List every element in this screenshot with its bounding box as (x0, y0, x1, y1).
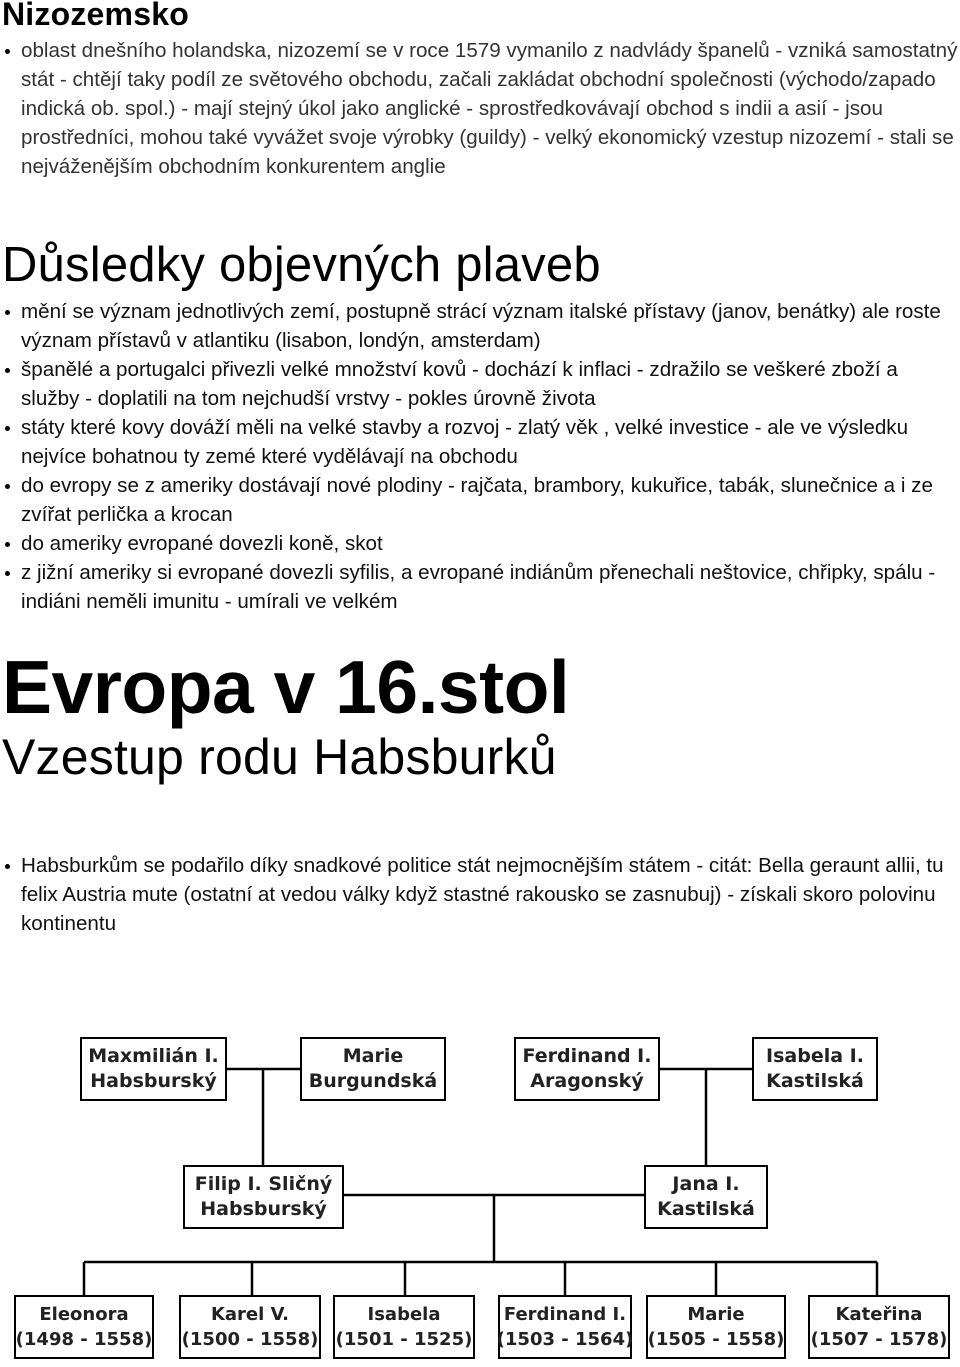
dusledky-bullet: do evropy se z ameriky dostávají nové plodiny - rajčata, brambory, kukuřice, tabák, slunečnice a i ze zvířat perlička a krocan (0, 471, 960, 529)
person-name: Karel V. (210, 1304, 290, 1325)
person-marie-burgundska (300, 1037, 446, 1101)
dusledky-bullet-list (0, 297, 960, 616)
dusledky-bullet: státy které kovy dováží měli na velké stavby a rozvoj - zlatý věk , velké investice - ale ve výsledku nejvíce bohatnou ty zemé které vydělávají na obchodu (0, 413, 960, 471)
person-eleonora (14, 1295, 154, 1359)
person-years: (1503 - 1564) (496, 1329, 634, 1350)
dusledky-bullet: z jižní ameriky si evropané dovezli syfilis, a evropané indiánům přenechali neštovice, chřipky, spálu - indiáni neměli imunitu - umírali ve velkém (0, 558, 960, 616)
evropa-bullet-list (0, 851, 960, 938)
person-house: Kastilská (766, 1070, 864, 1092)
nizozemsko-bullet-list (0, 36, 960, 181)
person-name: Isabela (367, 1304, 441, 1325)
person-years: (1498 - 1558) (15, 1329, 153, 1350)
heading-nizozemsko: Nizozemsko (2, 0, 189, 32)
dusledky-bullet: do ameriky evropané dovezli koně, skot (0, 529, 960, 558)
habsburg-family-tree (0, 1020, 960, 1367)
person-karel-v (179, 1295, 321, 1359)
heading-evropa: Evropa v 16.stol (2, 645, 570, 729)
person-name: Filip I. Sličný (194, 1173, 333, 1195)
person-name: Marie (342, 1045, 404, 1067)
person-jana-kastilska (644, 1165, 768, 1229)
nizozemsko-bullet: oblast dnešního holandska, nizozemí se v roce 1579 vymanilo z nadvlády španelů - vzniká samostatný stát - chtějí taky podíl ze světového obchodu, začali zakládat obchodní společnosti (východo/zapado indická ob. spol.) - mají stejný úkol jako anglické - sprostředkovávají obchod s indii a asií - jsou prostředníci, mohou také vyvážet svoje výrobky (guildy) - velký ekonomický vzestup nizozemí - stali se nejváženějším obchodním konkurentem anglie (0, 36, 960, 181)
person-house: Habsburský (200, 1198, 327, 1220)
person-ferdinand-i (498, 1295, 632, 1359)
person-name: Jana I. (672, 1173, 740, 1195)
person-isabela (333, 1295, 475, 1359)
dusledky-bullet: mění se význam jednotlivých zemí, postupně strácí význam italské přístavy (janov, benátky) ale roste význam přístavů v atlantiku (lisabon, londýn, amsterdam) (0, 297, 960, 355)
person-name: Ferdinand I. (503, 1304, 627, 1325)
person-house: Habsburský (90, 1070, 217, 1092)
evropa-bullet: Habsburkům se podařilo díky snadkové politice stát nejmocnějším státem - citát: Bella geraunt allii, tu felix Austria mute (ostatní at vedou války když stastné rakousko se zasnubuj) - získali skoro polovinu kontinentu (0, 851, 960, 938)
person-name: Ferdinand I. (522, 1045, 652, 1067)
person-house: Burgundská (308, 1070, 438, 1092)
person-years: (1507 - 1578) (810, 1329, 948, 1350)
person-isabela-kastilska (752, 1037, 878, 1101)
person-name: Maxmilián I. (88, 1045, 219, 1067)
person-name: Kateřina (835, 1304, 923, 1325)
person-ferdinand-aragonsky (514, 1037, 660, 1101)
person-katerina (808, 1295, 950, 1359)
person-filip-slicny (183, 1165, 344, 1229)
person-years: (1501 - 1525) (335, 1329, 473, 1350)
person-house: Kastilská (657, 1198, 755, 1220)
person-marie (646, 1295, 786, 1359)
person-years: (1500 - 1558) (181, 1329, 319, 1350)
person-maxmilian (80, 1037, 227, 1101)
person-years: (1505 - 1558) (647, 1329, 785, 1350)
person-name: Eleonora (39, 1304, 129, 1325)
dusledky-bullet: španělé a portugalci přivezli velké množství kovů - dochází k inflaci - zdražilo se veškeré zboží a služby - doplatili na tom nejchudší vrstvy - pokles úrovně života (0, 355, 960, 413)
person-name: Isabela I. (766, 1045, 864, 1067)
person-house: Aragonský (530, 1070, 644, 1092)
subheading-vzestup: Vzestup rodu Habsburků (2, 729, 557, 785)
person-name: Marie (687, 1304, 745, 1325)
heading-dusledky: Důsledky objevných plaveb (2, 238, 601, 292)
